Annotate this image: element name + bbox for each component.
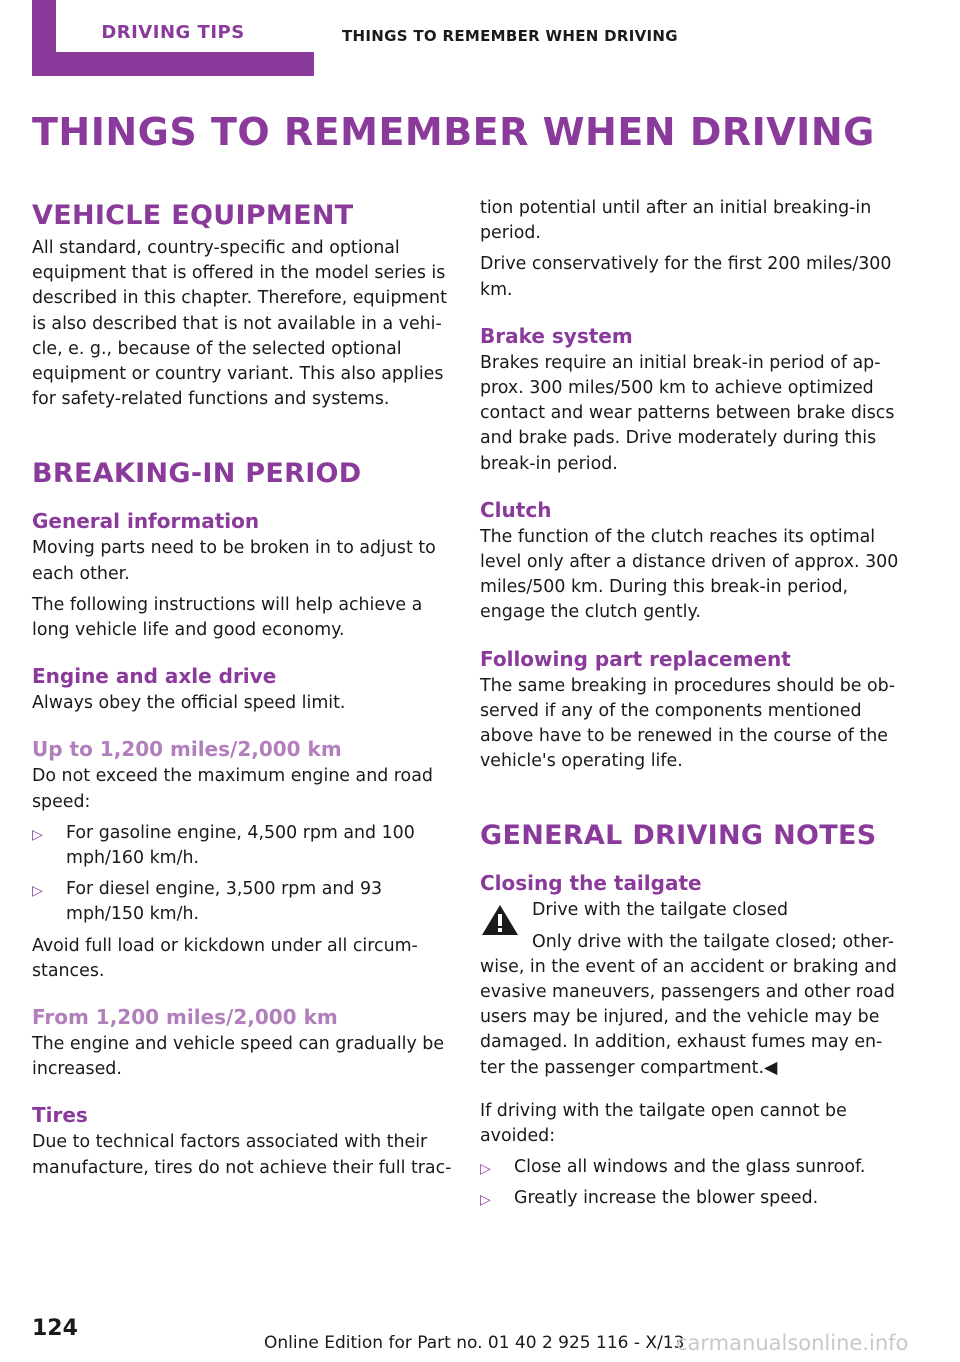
page-number: 124 bbox=[32, 1316, 78, 1341]
avoid-body: Avoid full load or kickdown under all circum-stances. bbox=[32, 935, 418, 981]
bullet-text: Close all windows and the glass sunroof. bbox=[514, 1157, 866, 1178]
edition-footer: Online Edition for Part no. 01 40 2 925 116 - X/13 bbox=[264, 1333, 685, 1353]
right-column bbox=[480, 196, 902, 1218]
heading-general-information: General information bbox=[32, 509, 260, 534]
list-item bbox=[32, 821, 452, 871]
warning-block bbox=[480, 898, 902, 1080]
tires-p2: Drive conservatively for the first 200 miles/300 km. bbox=[480, 254, 892, 300]
warning-icon bbox=[480, 902, 520, 938]
watermark: carmanualsonline.info bbox=[676, 1331, 909, 1355]
tires-continued: tion potential until after an initial breaking-in period. bbox=[480, 198, 872, 244]
bullet-text: For gasoline engine, 4,500 rpm and 100 mph/160 km/h. bbox=[66, 822, 415, 869]
vehicle-equipment-body: All standard, country-specific and optional equipment that is offered in the model series is described in this chapter. Therefore, equipment is also described that is not available in a vehi-cle, e. g., because of the selected optional equipment or country variant. This also applies for safety-related functions and systems. bbox=[32, 238, 447, 410]
triangle-bullet-icon: ▷ bbox=[32, 826, 43, 843]
heading-vehicle-equipment: VEHICLE EQUIPMENT bbox=[32, 200, 354, 231]
bullet-text: For diesel engine, 3,500 rpm and 93 mph/150 km/h. bbox=[66, 879, 383, 925]
up-to-body: Do not exceed the maximum engine and road speed: bbox=[32, 766, 433, 812]
heading-engine-axle: Engine and axle drive bbox=[32, 664, 277, 689]
warning-body: Only drive with the tailgate closed; other-wise, in the event of an accident or braking and evasive maneuvers, passengers and other road users may be injured, and the vehicle may be damaged. In addition, exhaust fumes may en-ter the passenger compartment.◀ bbox=[480, 931, 897, 1078]
list-item bbox=[32, 877, 452, 927]
heading-clutch: Clutch bbox=[480, 497, 552, 522]
heading-general-driving-notes: GENERAL DRIVING NOTES bbox=[480, 820, 877, 852]
triangle-bullet-icon: ▷ bbox=[480, 1161, 491, 1178]
running-header: THINGS TO REMEMBER WHEN DRIVING bbox=[342, 27, 678, 45]
bullet-text: Greatly increase the blower speed. bbox=[514, 1188, 819, 1209]
heading-tires: Tires bbox=[32, 1103, 88, 1128]
from-body: The engine and vehicle speed can gradually be increased. bbox=[32, 1034, 445, 1080]
list-item bbox=[480, 1186, 902, 1211]
if-body: If driving with the tailgate open cannot be avoided: bbox=[480, 1100, 847, 1147]
heading-following-replacement: Following part replacement bbox=[480, 646, 791, 671]
general-info-p2: The following instructions will help achieve a long vehicle life and good economy. bbox=[32, 594, 423, 641]
following-body: The same breaking in procedures should be ob-served if any of the components mentioned above have to be renewed in the course of the vehicle's operating life. bbox=[480, 675, 895, 772]
brake-body: Brakes require an initial break-in period of ap-prox. 300 miles/500 km to achieve optimized contact and wear patterns between brake discs and brake pads. Drive moderately during this break-in period. bbox=[480, 352, 895, 474]
general-info-p1: Moving parts need to be broken in to adjust to each other. bbox=[32, 538, 436, 584]
heading-up-to: Up to 1,200 miles/2,000 km bbox=[32, 737, 342, 762]
left-column bbox=[32, 196, 452, 1187]
heading-closing-tailgate: Closing the tailgate bbox=[480, 871, 702, 896]
chapter-tab bbox=[32, 0, 314, 76]
triangle-bullet-icon: ▷ bbox=[480, 1192, 491, 1209]
list-item bbox=[480, 1155, 902, 1180]
warning-title: Drive with the tailgate closed bbox=[532, 900, 789, 921]
heading-from: From 1,200 miles/2,000 km bbox=[32, 1005, 338, 1030]
triangle-bullet-icon: ▷ bbox=[32, 883, 43, 900]
heading-breaking-in: BREAKING-IN PERIOD bbox=[32, 458, 362, 490]
chapter-tab-label[interactable]: DRIVING TIPS bbox=[101, 22, 245, 43]
clutch-body: The function of the clutch reaches its optimal level only after a distance driven of approx. 300 miles/500 km. During this break-in period, engage the clutch gently. bbox=[480, 526, 899, 623]
heading-brake-system: Brake system bbox=[480, 323, 633, 348]
engine-axle-body: Always obey the official speed limit. bbox=[32, 693, 346, 714]
tires-body: Due to technical factors associated with their manufacture, tires do not achieve their full trac- bbox=[32, 1132, 452, 1178]
page-title: THINGS TO REMEMBER WHEN DRIVING bbox=[32, 110, 875, 154]
